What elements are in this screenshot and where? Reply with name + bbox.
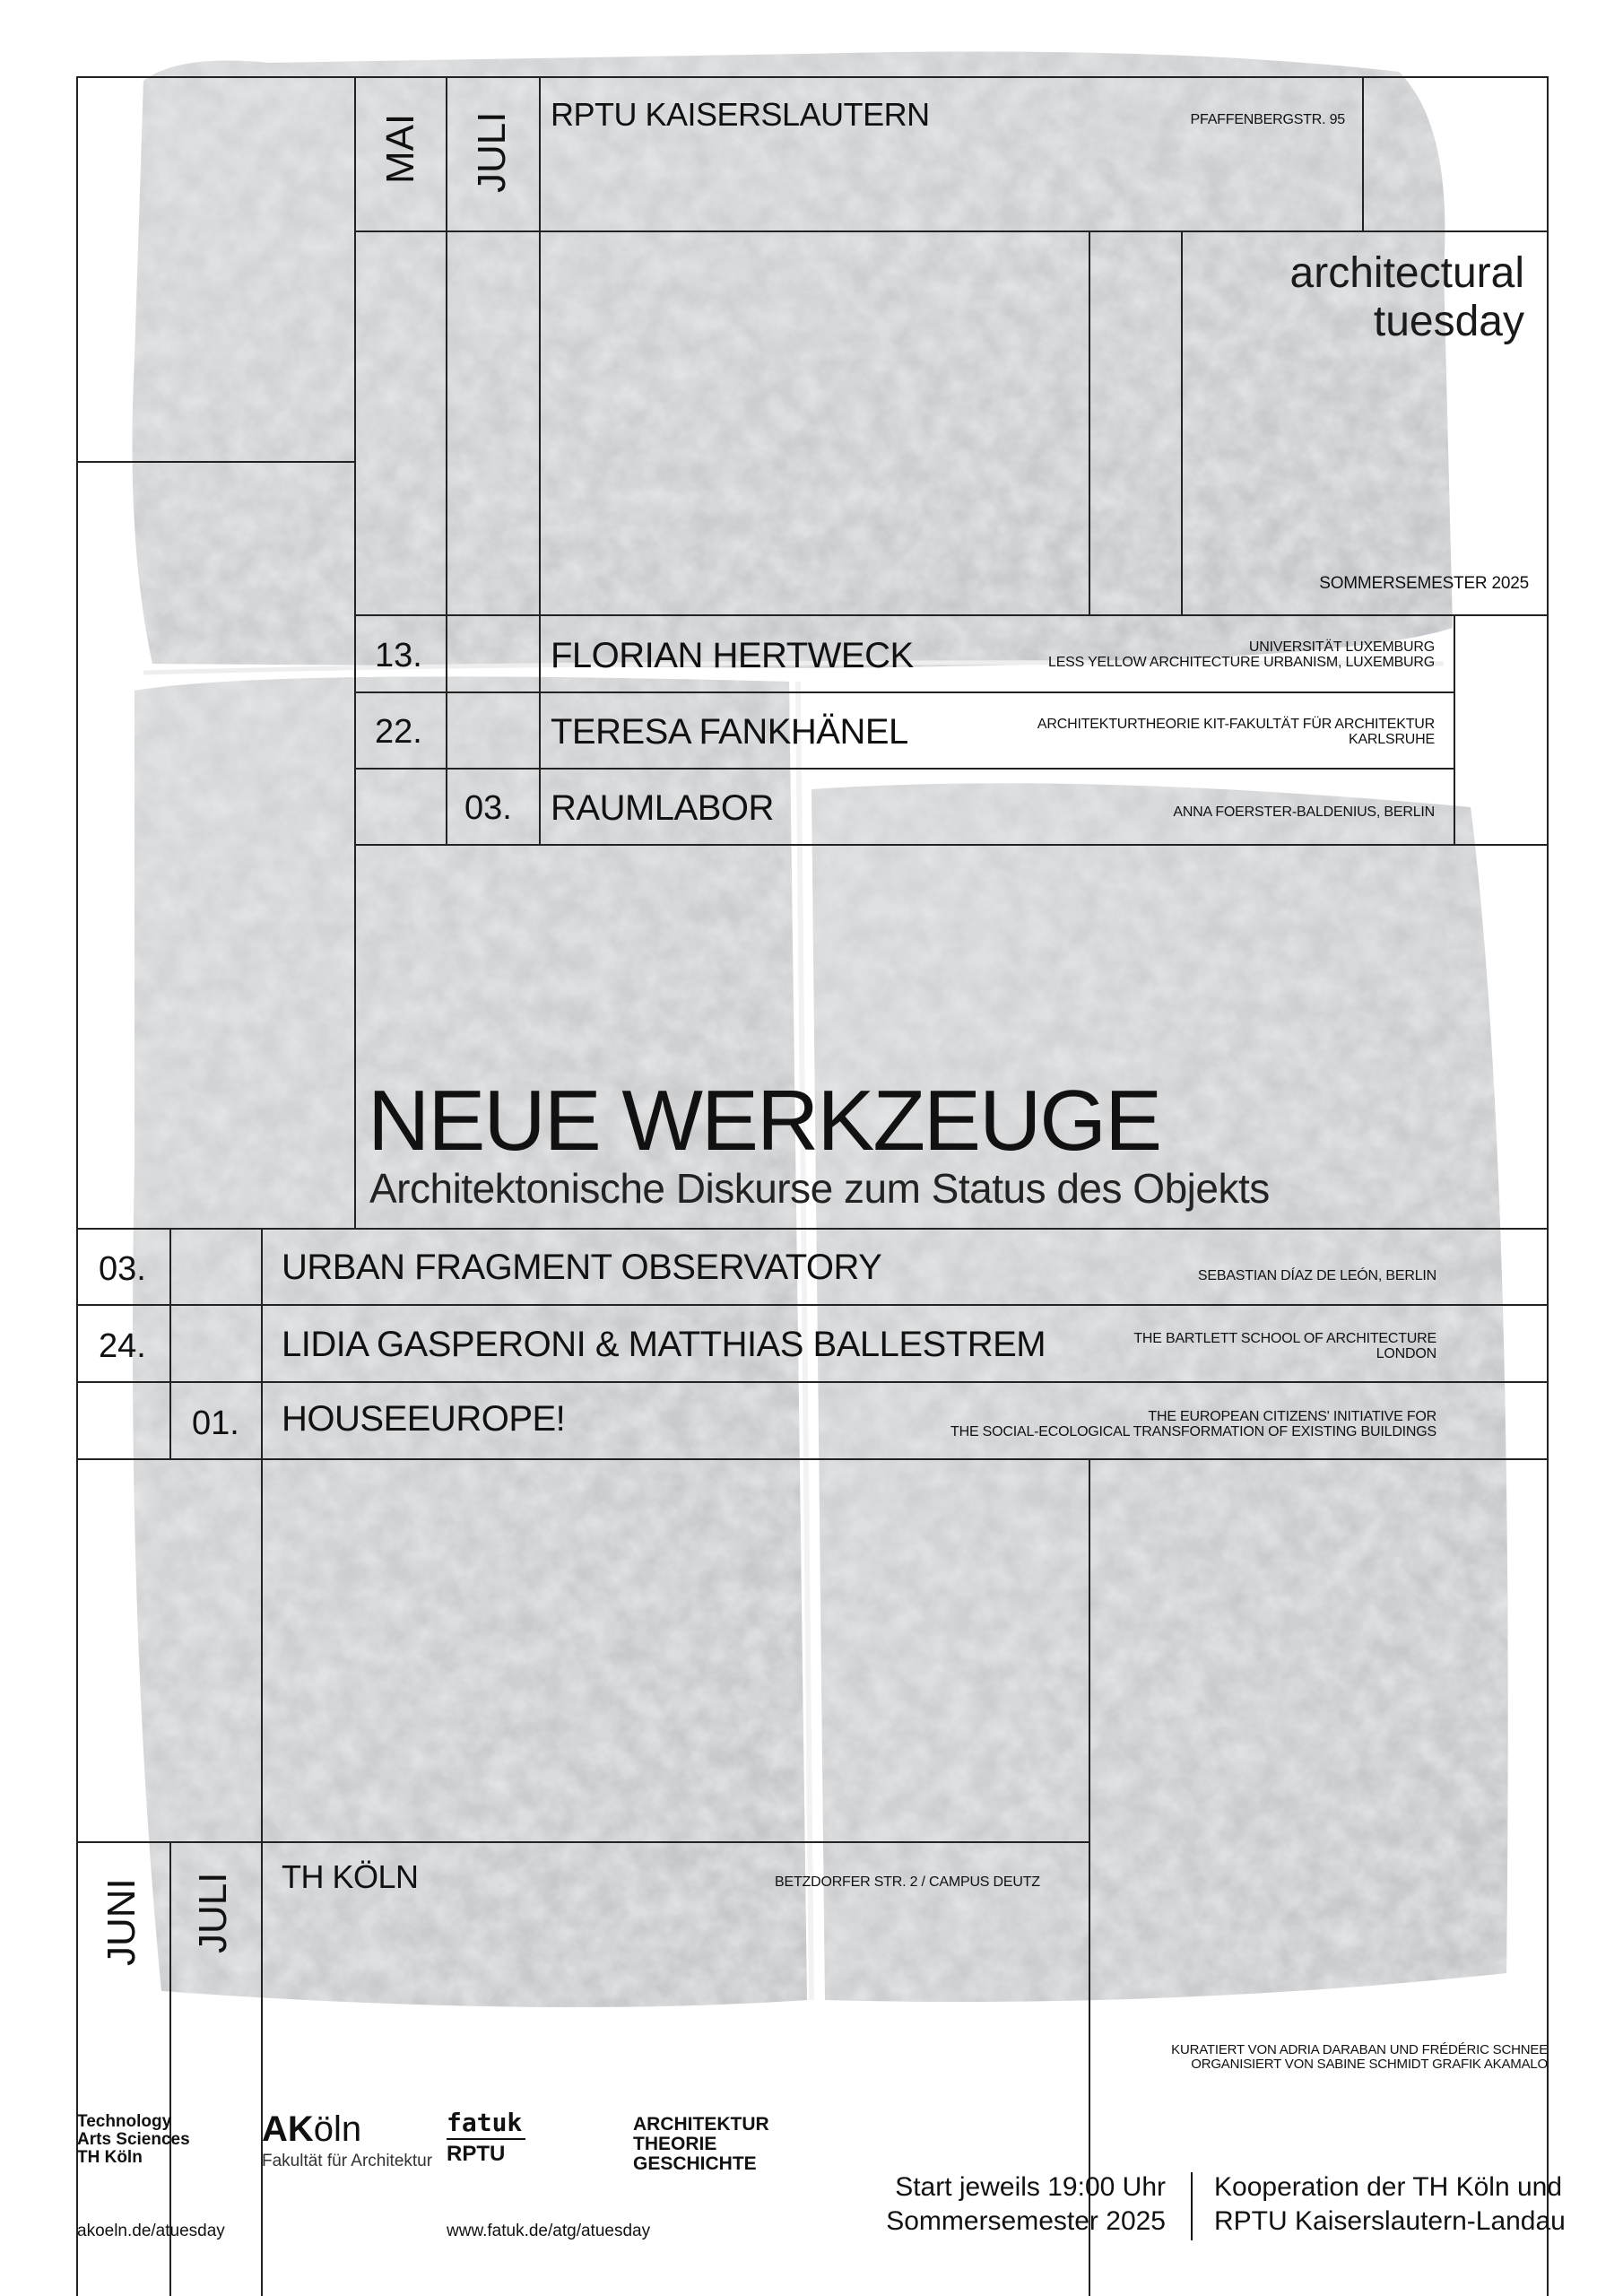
event-info-line: SEBASTIAN DÍAZ DE LEÓN, BERLIN [1197, 1268, 1436, 1283]
event-info [1037, 718, 1435, 748]
credits-curated: KURATIERT VON ADRIA DARABAN UND FRÉDÉRIC SCHNEE [1171, 2042, 1548, 2057]
event-info [1133, 1332, 1436, 1362]
event-date: 03. [99, 1250, 146, 1288]
event-date: 24. [99, 1327, 146, 1365]
cooperation-info [1214, 2170, 1566, 2238]
venue-top: RPTU KAISERSLAUTERN [551, 96, 930, 133]
event-info-line: LONDON [1376, 1345, 1436, 1361]
fatuk-logo [447, 2110, 525, 2165]
th-line-1: Technology [77, 2112, 172, 2131]
atg-logo [633, 2115, 769, 2174]
event-name: URBAN FRAGMENT OBSERVATORY [282, 1248, 882, 1287]
event-name: TERESA FANKHÄNEL [551, 712, 908, 752]
event-info-line: ARCHITEKTURTHEORIE KIT-FAKULTÄT FÜR ARCHITEKTUR [1037, 717, 1435, 732]
akoeln-rest: öln [313, 2109, 362, 2149]
main-subtitle: Architektonische Diskurse zum Status des Objekts [369, 1165, 1270, 1212]
event-date: 22. [375, 713, 422, 751]
coop-line-2: RPTU Kaiserslautern-Landau [1214, 2205, 1566, 2236]
event-info [1048, 640, 1435, 671]
series-line-2: tuesday [1373, 297, 1524, 345]
event-date: 01. [192, 1405, 239, 1442]
series-line-1: architectural [1289, 249, 1524, 297]
footer-divider [1191, 2172, 1193, 2240]
atg-line-2: THEORIE [633, 2134, 717, 2155]
atg-line-1: ARCHITEKTUR [633, 2114, 769, 2135]
event-info-line: THE EUROPEAN CITIZENS' INITIATIVE FOR [1148, 1409, 1436, 1424]
akoeln-sub: Fakultät für Architektur [262, 2152, 433, 2170]
event-name: FLORIAN HERTWECK [551, 636, 914, 675]
url-fatuk[interactable]: www.fatuk.de/atg/atuesday [447, 2222, 651, 2240]
credits-organized: ORGANISIERT VON SABINE SCHMIDT GRAFIK AKAMALO [1191, 2056, 1548, 2072]
akoeln-bold: AK [262, 2109, 314, 2149]
event-info-line: THE BARTLETT SCHOOL OF ARCHITECTURE [1133, 1331, 1436, 1346]
fatuk-divider [447, 2138, 525, 2140]
semester-label: SOMMERSEMESTER 2025 [1319, 574, 1529, 593]
akoeln-logo [262, 2111, 432, 2170]
month-mai: MAI [378, 113, 422, 184]
event-info-line: LESS YELLOW ARCHITECTURE URBANISM, LUXEMBURG [1048, 654, 1435, 670]
event-info [1198, 1269, 1436, 1284]
event-info-line: THE SOCIAL-ECOLOGICAL TRANSFORMATION OF EXISTING BUILDINGS [950, 1423, 1436, 1439]
fatuk-line-2: RPTU [447, 2142, 506, 2166]
start-line-1: Start jeweils 19:00 Uhr [895, 2172, 1166, 2202]
atg-line-3: GESCHICHTE [633, 2153, 757, 2175]
event-info-line: UNIVERSITÄT LUXEMBURG [1248, 639, 1435, 655]
month-juni: JUNI [100, 1878, 143, 1966]
address-top: PFAFFENBERGSTR. 95 [1190, 112, 1345, 127]
url-akoeln[interactable]: akoeln.de/atuesday [77, 2222, 225, 2240]
fatuk-line-1: fatuk [447, 2108, 523, 2137]
event-info-line: ANNA FOERSTER-BALDENIUS, BERLIN [1173, 804, 1435, 820]
address-bottom: BETZDORFER STR. 2 / CAMPUS DEUTZ [775, 1874, 1040, 1890]
event-date: 13. [375, 637, 422, 674]
month-juli-top: JULI [470, 111, 514, 193]
event-name: HOUSEEUROPE! [282, 1399, 566, 1439]
event-info [950, 1410, 1436, 1440]
event-name: LIDIA GASPERONI & MATTHIAS BALLESTREM [282, 1325, 1046, 1364]
start-time-info [886, 2170, 1166, 2238]
credits-lines [1171, 2043, 1548, 2072]
event-info [1173, 805, 1435, 821]
event-date: 03. [464, 789, 512, 827]
th-koeln-logo [77, 2113, 190, 2167]
th-line-3: TH Köln [77, 2147, 143, 2167]
th-line-2: Arts Sciences [77, 2129, 190, 2149]
coop-line-1: Kooperation der TH Köln und [1214, 2172, 1563, 2202]
event-name: RAUMLABOR [551, 788, 774, 828]
series-title [1290, 249, 1524, 346]
start-line-2: Sommersemester 2025 [886, 2205, 1166, 2236]
main-title: NEUE WERKZEUGE [368, 1073, 1161, 1169]
month-juli-bottom: JULI [191, 1872, 235, 1953]
event-info-line: KARLSRUHE [1348, 731, 1435, 747]
venue-bottom: TH KÖLN [282, 1858, 419, 1895]
